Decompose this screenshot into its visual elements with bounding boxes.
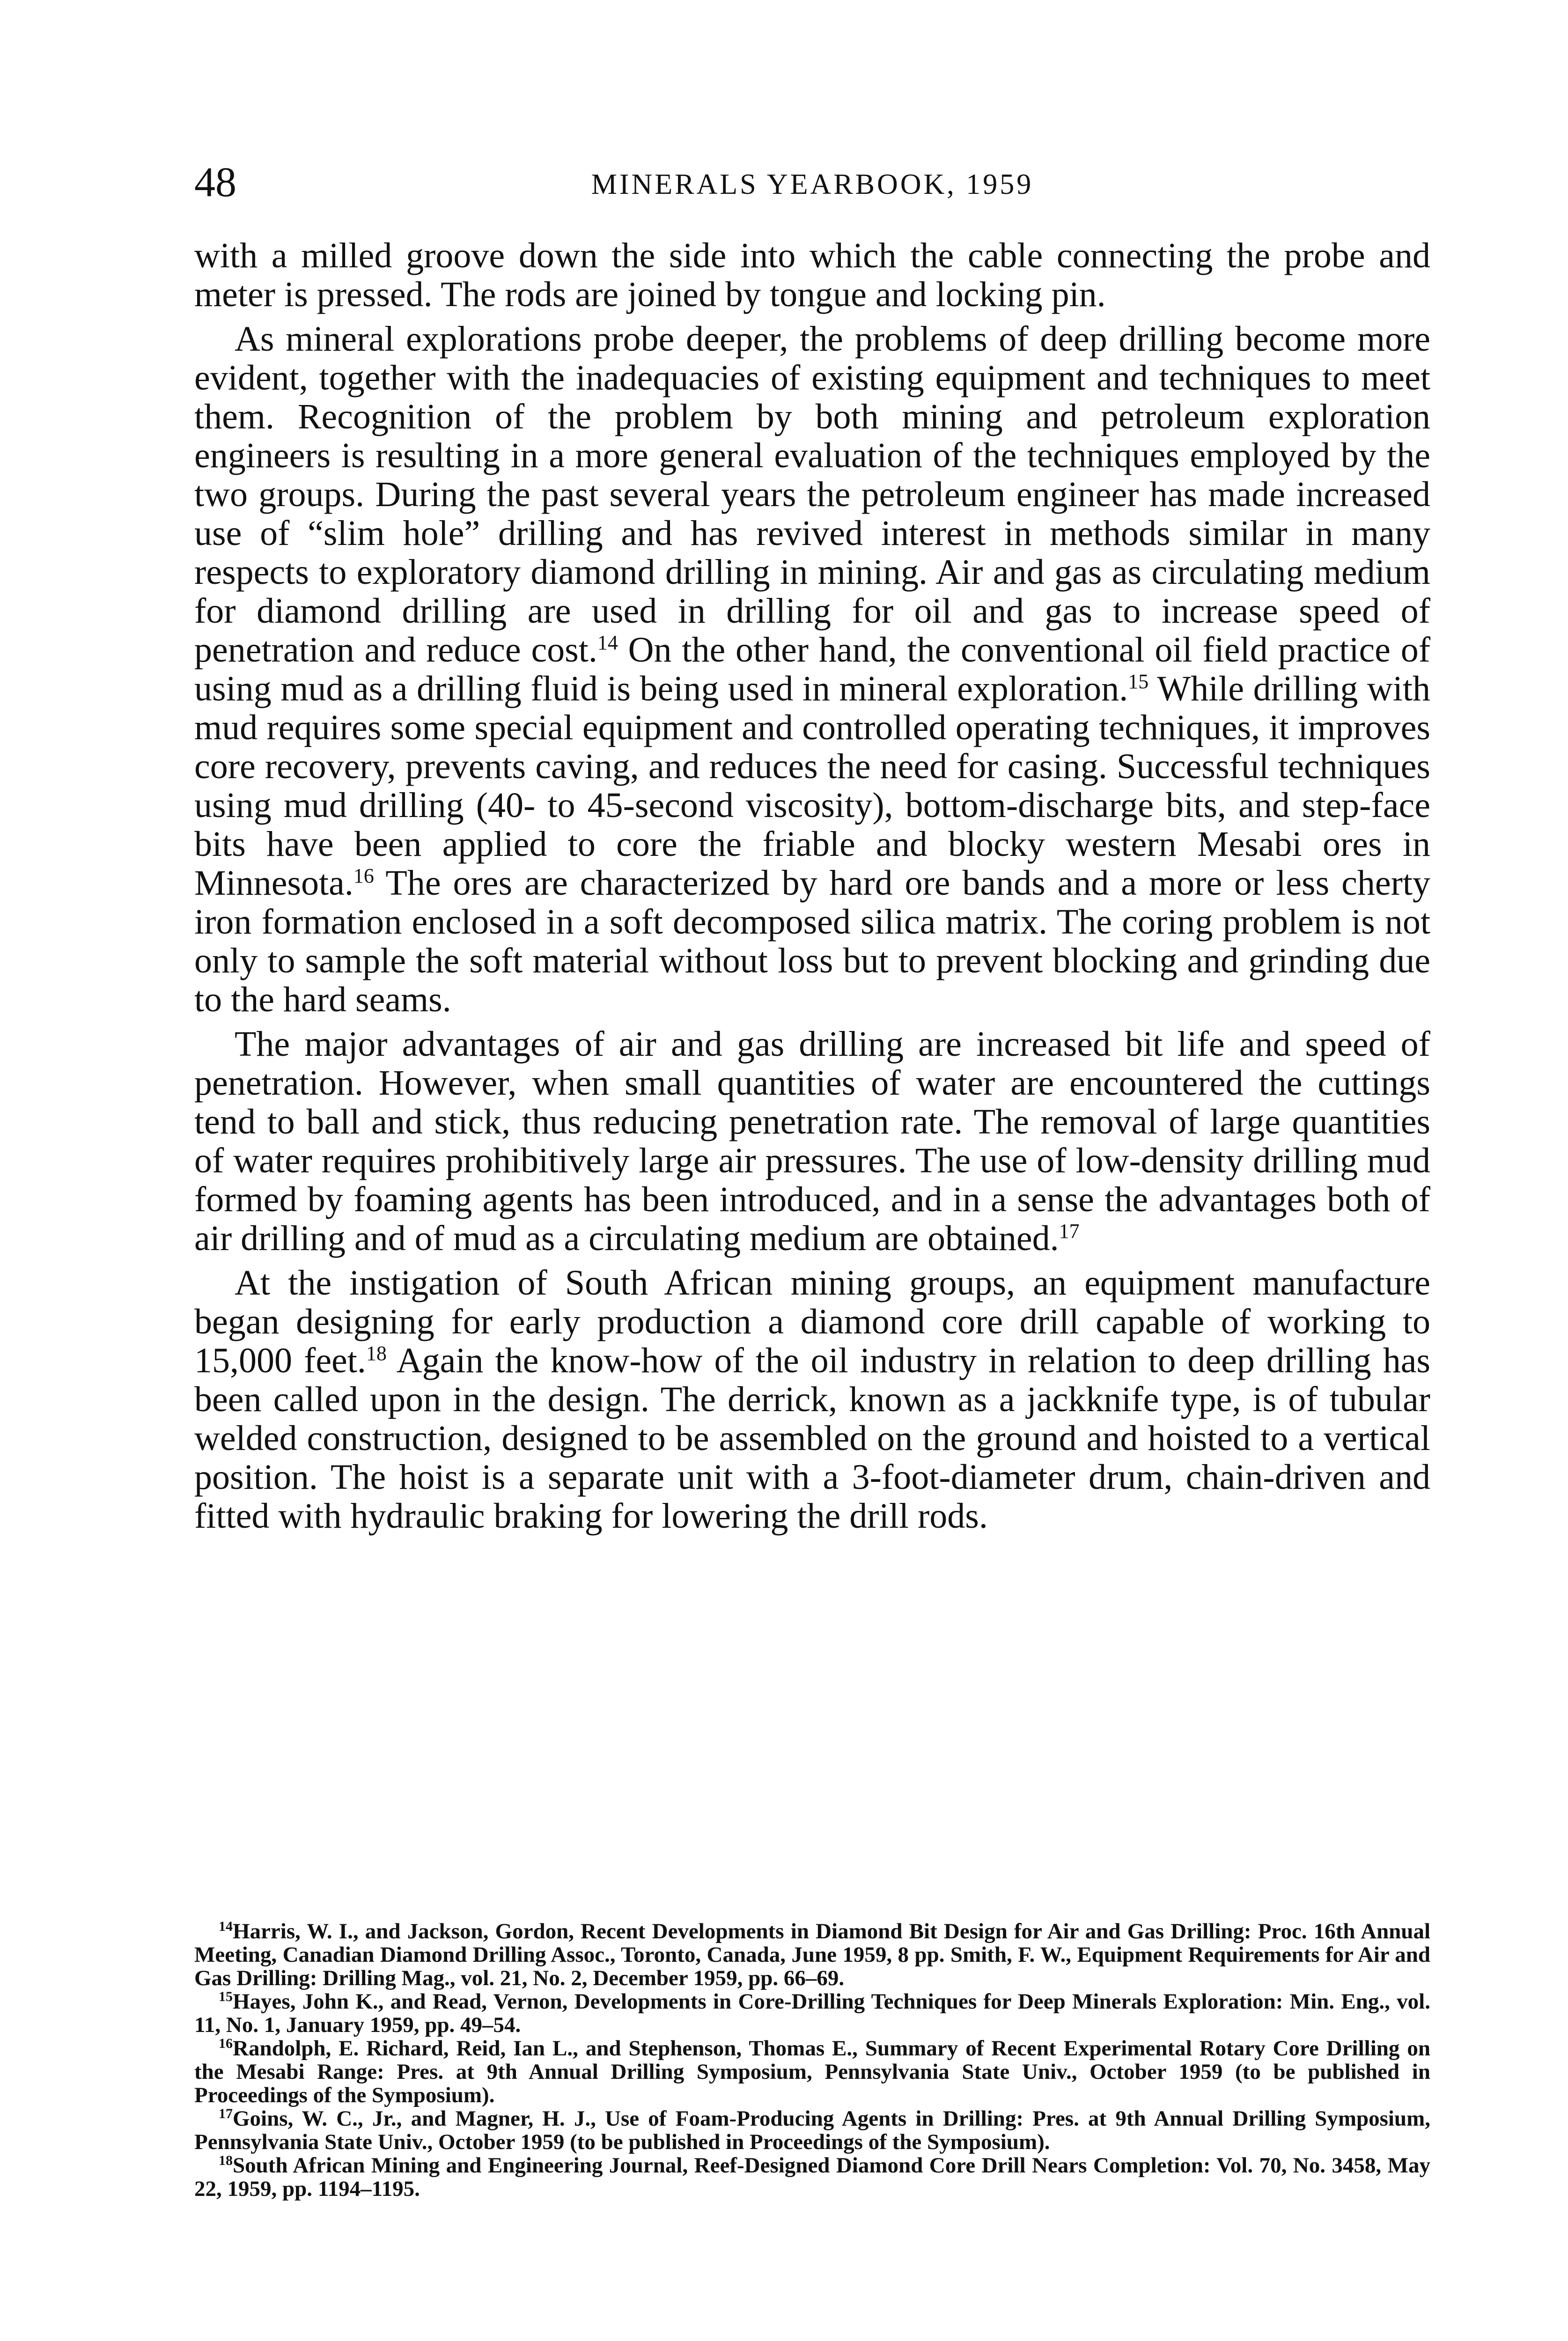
footnote-text: Harris, W. I., and Jackson, Gordon, Recent Developments in Diamond Bit Design for Air and Gas Drilling: Proc. 16th Annual Meeting, Canadian Diamond Drilling Assoc., Toronto, Canada, June 1959, 8 pp. Smith, F. W., Equipment Requirements for Air and Gas Drilling: Drilling Mag., vol. 21, No. 2, December 1959, pp. 66–69. — [194, 1919, 1430, 1990]
footnote-ref-14: 14 — [597, 631, 618, 654]
paragraph-text: with a milled groove down the side into which the cable connecting the probe and meter is pressed. The rods are joined by tongue and locking pin. — [194, 236, 1430, 314]
footnote-text: Randolph, E. Richard, Reid, Ian L., and Stephenson, Thomas E., Summary of Recent Experimental Rotary Core Drilling on the Mesabi Range: Pres. at 9th Annual Drilling Symposium, Pennsylvania State Univ., October 1959 (to be published in Proceedings of the Symposium). — [194, 2036, 1430, 2107]
page-header — [194, 155, 1430, 211]
footnote-ref-16: 16 — [353, 864, 374, 887]
paragraph-text: As mineral explorations probe deeper, the problems of deep drilling become more evident, together with the inadequacies of existing equipment and techniques to meet them. Recognition of the problem by both mining and petroleum exploration engineers is resulting in a more general evaluation of the techniques employed by the two groups. During the past several years the petroleum engineer has made increased use of “slim hole” drilling and has revived interest in methods similar in many respects to exploratory diamond drilling in mining. Air and gas as circulating medium for diamond drilling are used in drilling for oil and gas to increase speed of penetration and reduce cost. — [194, 319, 1430, 670]
paragraph-text: While drilling with mud requires some special equipment and controlled operating techniques, it improves core recovery, prevents caving, and reduces the need for casing. Successful techniques using mud drilling (40- to 45-second viscosity), bottom-discharge bits, and step-face bits have been applied to core the friable and blocky western Mesabi ores in Minnesota. — [194, 669, 1431, 903]
footnote-16 — [194, 2037, 1430, 2107]
paragraph-text: Again the know-how of the oil industry in relation to deep drilling has been called upon in the design. The derrick, known as a jackknife type, is of tubular welded construction, designed to be assembled on the ground and hoisted to a vertical position. The hoist is a separate unit with a 3-foot-diameter drum, chain-driven and fitted with hydraulic braking for lowering the drill rods. — [194, 1341, 1431, 1536]
paragraph-text: At the instigation of South African mining groups, an equipment manufacture began designing for early production a diamond core drill capable of working to 15,000 feet. — [194, 1263, 1430, 1380]
footnote-text: Hayes, John K., and Read, Vernon, Developments in Core-Drilling Techniques for Deep Minerals Exploration: Min. Eng., vol. 11, No. 1, January 1959, pp. 49–54. — [194, 1989, 1430, 2037]
paragraph-2 — [194, 320, 1430, 1019]
paragraph-text: On the other hand, the conventional oil field practice of using mud as a drilling fluid is being used in mineral exploration. — [194, 630, 1431, 708]
paragraph-3 — [194, 1025, 1430, 1258]
footnote-number: 15 — [219, 1989, 233, 2004]
footnote-number: 18 — [219, 2153, 233, 2168]
body-text — [194, 236, 1430, 1536]
footnote-ref-18: 18 — [366, 1342, 387, 1365]
paragraph-4 — [194, 1264, 1430, 1536]
footnote-number: 17 — [219, 2106, 233, 2121]
paragraph-text: The ores are characterized by hard ore bands and a more or less cherty iron formation enclosed in a soft decomposed silica matrix. The coring problem is not only to sample the soft material without loss but to prevent blocking and grinding due to the hard seams. — [194, 863, 1430, 1019]
running-head: MINERALS YEARBOOK, 1959 — [591, 169, 1034, 200]
paragraph-1 — [194, 236, 1430, 314]
footnote-text: South African Mining and Engineering Journal, Reef-Designed Diamond Core Drill Nears Completion: Vol. 70, No. 3458, May 22, 1959, pp. 1194–1195. — [194, 2153, 1430, 2201]
footnote-15 — [194, 1990, 1430, 2037]
footnote-ref-17: 17 — [1059, 1220, 1080, 1243]
footnote-14 — [194, 1920, 1430, 1990]
page-number: 48 — [194, 159, 236, 206]
footnote-17 — [194, 2107, 1430, 2154]
footnote-number: 14 — [219, 1919, 233, 1934]
footnote-18 — [194, 2154, 1430, 2201]
footnote-text: Goins, W. C., Jr., and Magner, H. J., Use of Foam-Producing Agents in Drilling: Pres. at 9th Annual Drilling Symposium, Pennsylvania State Univ., October 1959 (to be published in Proceedings of the Symposium). — [194, 2106, 1430, 2154]
footnote-number: 16 — [219, 2036, 233, 2051]
footnote-ref-15: 15 — [1128, 670, 1149, 693]
footnotes — [194, 1920, 1430, 2201]
paragraph-text: The major advantages of air and gas drilling are increased bit life and speed of penetration. However, when small quantities of water are encountered the cuttings tend to ball and stick, thus reducing penetration rate. The removal of large quantities of water requires prohibitively large air pressures. The use of low-density drilling mud formed by foaming agents has been introduced, and in a sense the advantages both of air drilling and of mud as a circulating medium are obtained. — [194, 1024, 1430, 1258]
